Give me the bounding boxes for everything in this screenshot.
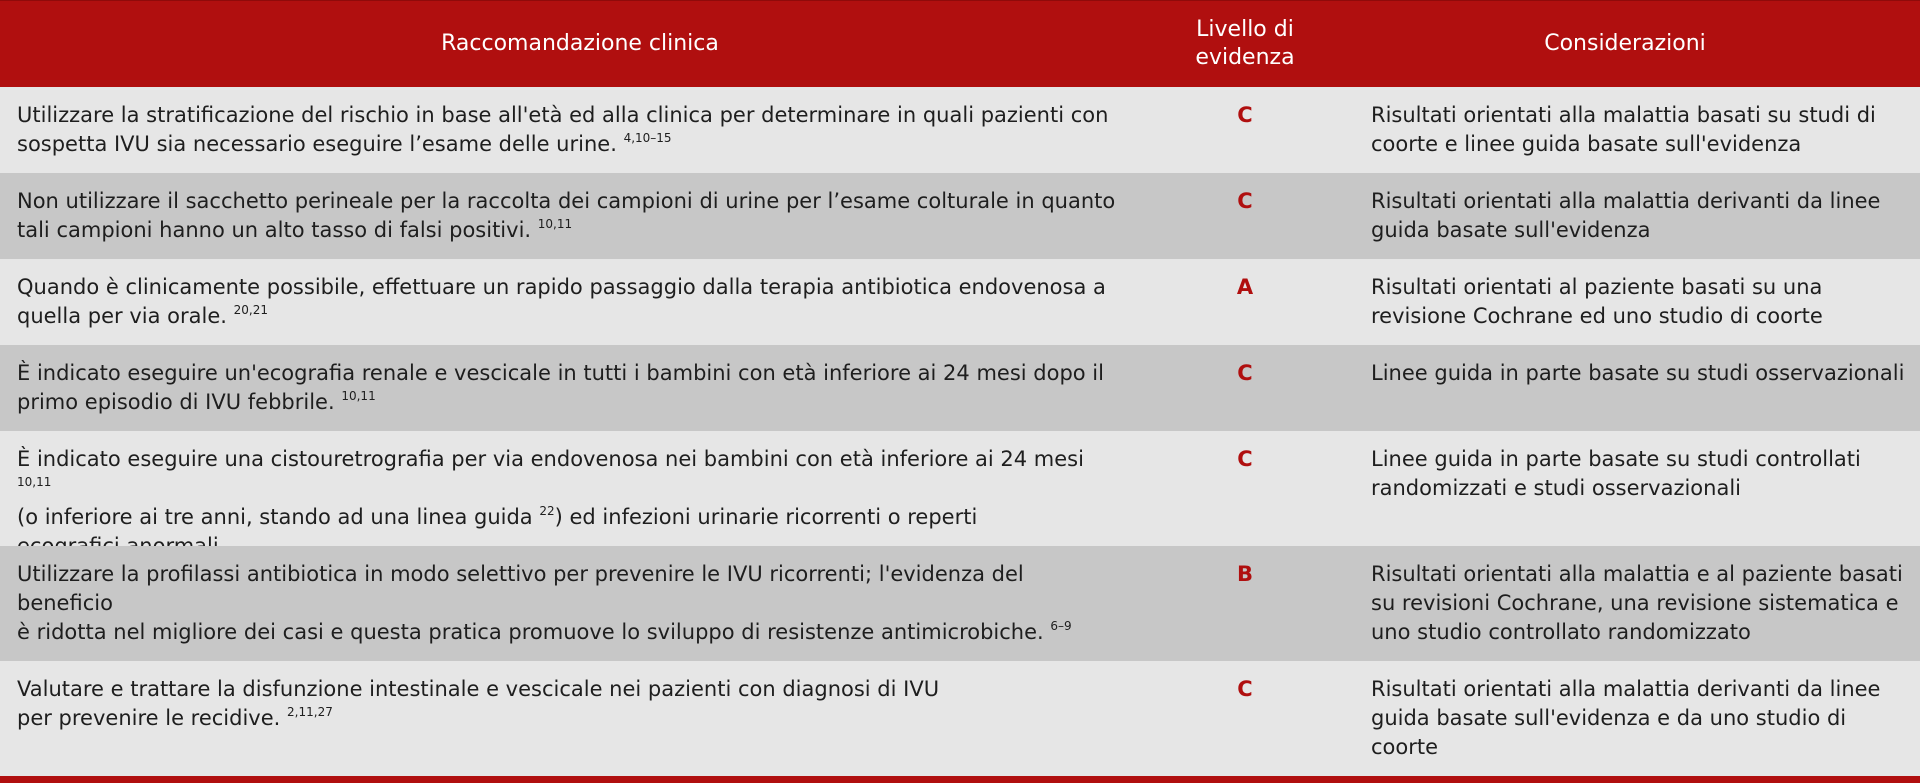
- header-recommendation: Raccomandazione clinica: [441, 31, 719, 56]
- reference-superscript: 6–9: [1050, 619, 1072, 633]
- considerations-text-line2: su revisioni Cochrane, una revisione sistematica e: [1371, 591, 1899, 615]
- recommendation-text-line1: Utilizzare la stratificazione del rischio in base all'età ed alla clinica per determinare in quali pazienti con: [17, 103, 1109, 127]
- recommendation-text-line1: Quando è clinicamente possibile, effettuare un rapido passaggio dalla terapia antibiotica endovenosa a: [17, 275, 1106, 299]
- considerations-text-line1: Risultati orientati alla malattia e al paziente basati: [1371, 562, 1903, 586]
- recommendation-text-line2b: ) ed infezioni urinarie ricorrenti o reperti: [554, 505, 978, 529]
- table-row: [0, 431, 1920, 546]
- reference-superscript: 4,10–15: [623, 131, 672, 145]
- reference-superscript: 2,11,27: [287, 705, 333, 719]
- considerations-text-line1: Risultati orientati alla malattia derivanti da linee: [1371, 189, 1881, 213]
- table-row: [0, 87, 1920, 173]
- header-evidence-line2: evidenza: [1195, 45, 1295, 70]
- considerations-text-line3: uno studio controllato randomizzato: [1371, 620, 1751, 644]
- recommendation-text-line1: È indicato eseguire un'ecografia renale e vescicale in tutti i bambini con età inferiore ai 24 mesi dopo il: [17, 361, 1104, 385]
- recommendation-cell: [0, 675, 1160, 776]
- considerations-cell: [1330, 675, 1920, 776]
- table-header: [0, 0, 1920, 87]
- considerations-cell: [1330, 101, 1920, 173]
- recommendation-cell: [0, 560, 1160, 661]
- considerations-cell: [1330, 445, 1920, 546]
- recommendation-cell: [0, 273, 1160, 345]
- recommendation-text-line1: Utilizzare la profilassi antibiotica in modo selettivo per prevenire le IVU ricorrenti; l'evidenza del beneficio: [17, 562, 1024, 615]
- recommendation-text-line2: è ridotta nel migliore dei casi e questa pratica promuove lo sviluppo di resistenze antimicrobiche.: [17, 620, 1044, 644]
- recommendation-cell: [0, 187, 1160, 259]
- evidence-level: C: [1237, 447, 1253, 471]
- considerations-text-line2: randomizzati e studi osservazionali: [1371, 476, 1741, 500]
- evidence-level: C: [1237, 361, 1253, 385]
- header-evidence-line1: Livello di: [1196, 17, 1294, 42]
- evidence-level: C: [1237, 677, 1253, 701]
- table-row: [0, 345, 1920, 431]
- recommendation-text-line2: primo episodio di IVU febbrile.: [17, 390, 335, 414]
- recommendation-cell: [0, 445, 1160, 546]
- considerations-cell: [1330, 273, 1920, 345]
- recommendation-text-line2: quella per via orale.: [17, 304, 227, 328]
- recommendation-text-line2a: (o inferiore ai tre anni, stando ad una linea guida: [17, 505, 533, 529]
- recommendation-text-line1: È indicato eseguire una cistouretrografia per via endovenosa nei bambini con età inferiore ai 24 mesi: [17, 447, 1084, 471]
- table-row: [0, 173, 1920, 259]
- reference-superscript: 20,21: [233, 303, 268, 317]
- considerations-text-line3: coorte: [1371, 735, 1439, 759]
- recommendation-text-line2: sospetta IVU sia necessario eseguire l’esame delle urine.: [17, 132, 617, 156]
- evidence-level: C: [1237, 189, 1253, 213]
- table-row: [0, 546, 1920, 661]
- evidence-level: C: [1237, 103, 1253, 127]
- reference-superscript: 10,11: [17, 475, 52, 489]
- reference-superscript: 10,11: [341, 389, 376, 403]
- recommendation-cell: [0, 359, 1160, 431]
- considerations-cell: [1330, 560, 1920, 661]
- evidence-level: A: [1236, 275, 1254, 299]
- considerations-text-line1: Risultati orientati alla malattia derivanti da linee: [1371, 677, 1881, 701]
- recommendation-text-line2: tali campioni hanno un alto tasso di falsi positivi.: [17, 218, 532, 242]
- considerations-text-line1: Linee guida in parte basate su studi osservazionali: [1371, 361, 1905, 385]
- header-considerations: Considerazioni: [1544, 31, 1706, 56]
- table-row: [0, 259, 1920, 345]
- considerations-text-line2: guida basate sull'evidenza e da uno studio di: [1371, 706, 1847, 730]
- reference-superscript: 10,11: [537, 217, 573, 231]
- recommendation-text-line1: Non utilizzare il sacchetto perineale per la raccolta dei campioni di urine per l’esame colturale in quanto: [17, 189, 1116, 213]
- recommendation-cell: [0, 101, 1160, 173]
- recommendation-text-line1: Valutare e trattare la disfunzione intestinale e vescicale nei pazienti con diagnosi di IVU: [17, 677, 940, 701]
- recommendation-text-line2: per prevenire le recidive.: [17, 706, 281, 730]
- header-evidence-level: [1160, 16, 1330, 72]
- considerations-text-line2: coorte e linee guida basate sull'evidenza: [1371, 132, 1802, 156]
- considerations-text-line1: Risultati orientati alla malattia basati su studi di: [1371, 103, 1876, 127]
- considerations-text-line1: Risultati orientati al paziente basati su una: [1371, 275, 1823, 299]
- considerations-cell: [1330, 187, 1920, 259]
- evidence-level: B: [1236, 562, 1253, 586]
- table-row: [0, 661, 1920, 776]
- considerations-text-line2: revisione Cochrane ed uno studio di coorte: [1371, 304, 1823, 328]
- considerations-cell: [1330, 359, 1920, 431]
- considerations-text-line1: Linee guida in parte basate su studi controllati: [1371, 447, 1861, 471]
- reference-superscript: 22: [539, 504, 555, 518]
- considerations-text-line2: guida basate sull'evidenza: [1371, 218, 1651, 242]
